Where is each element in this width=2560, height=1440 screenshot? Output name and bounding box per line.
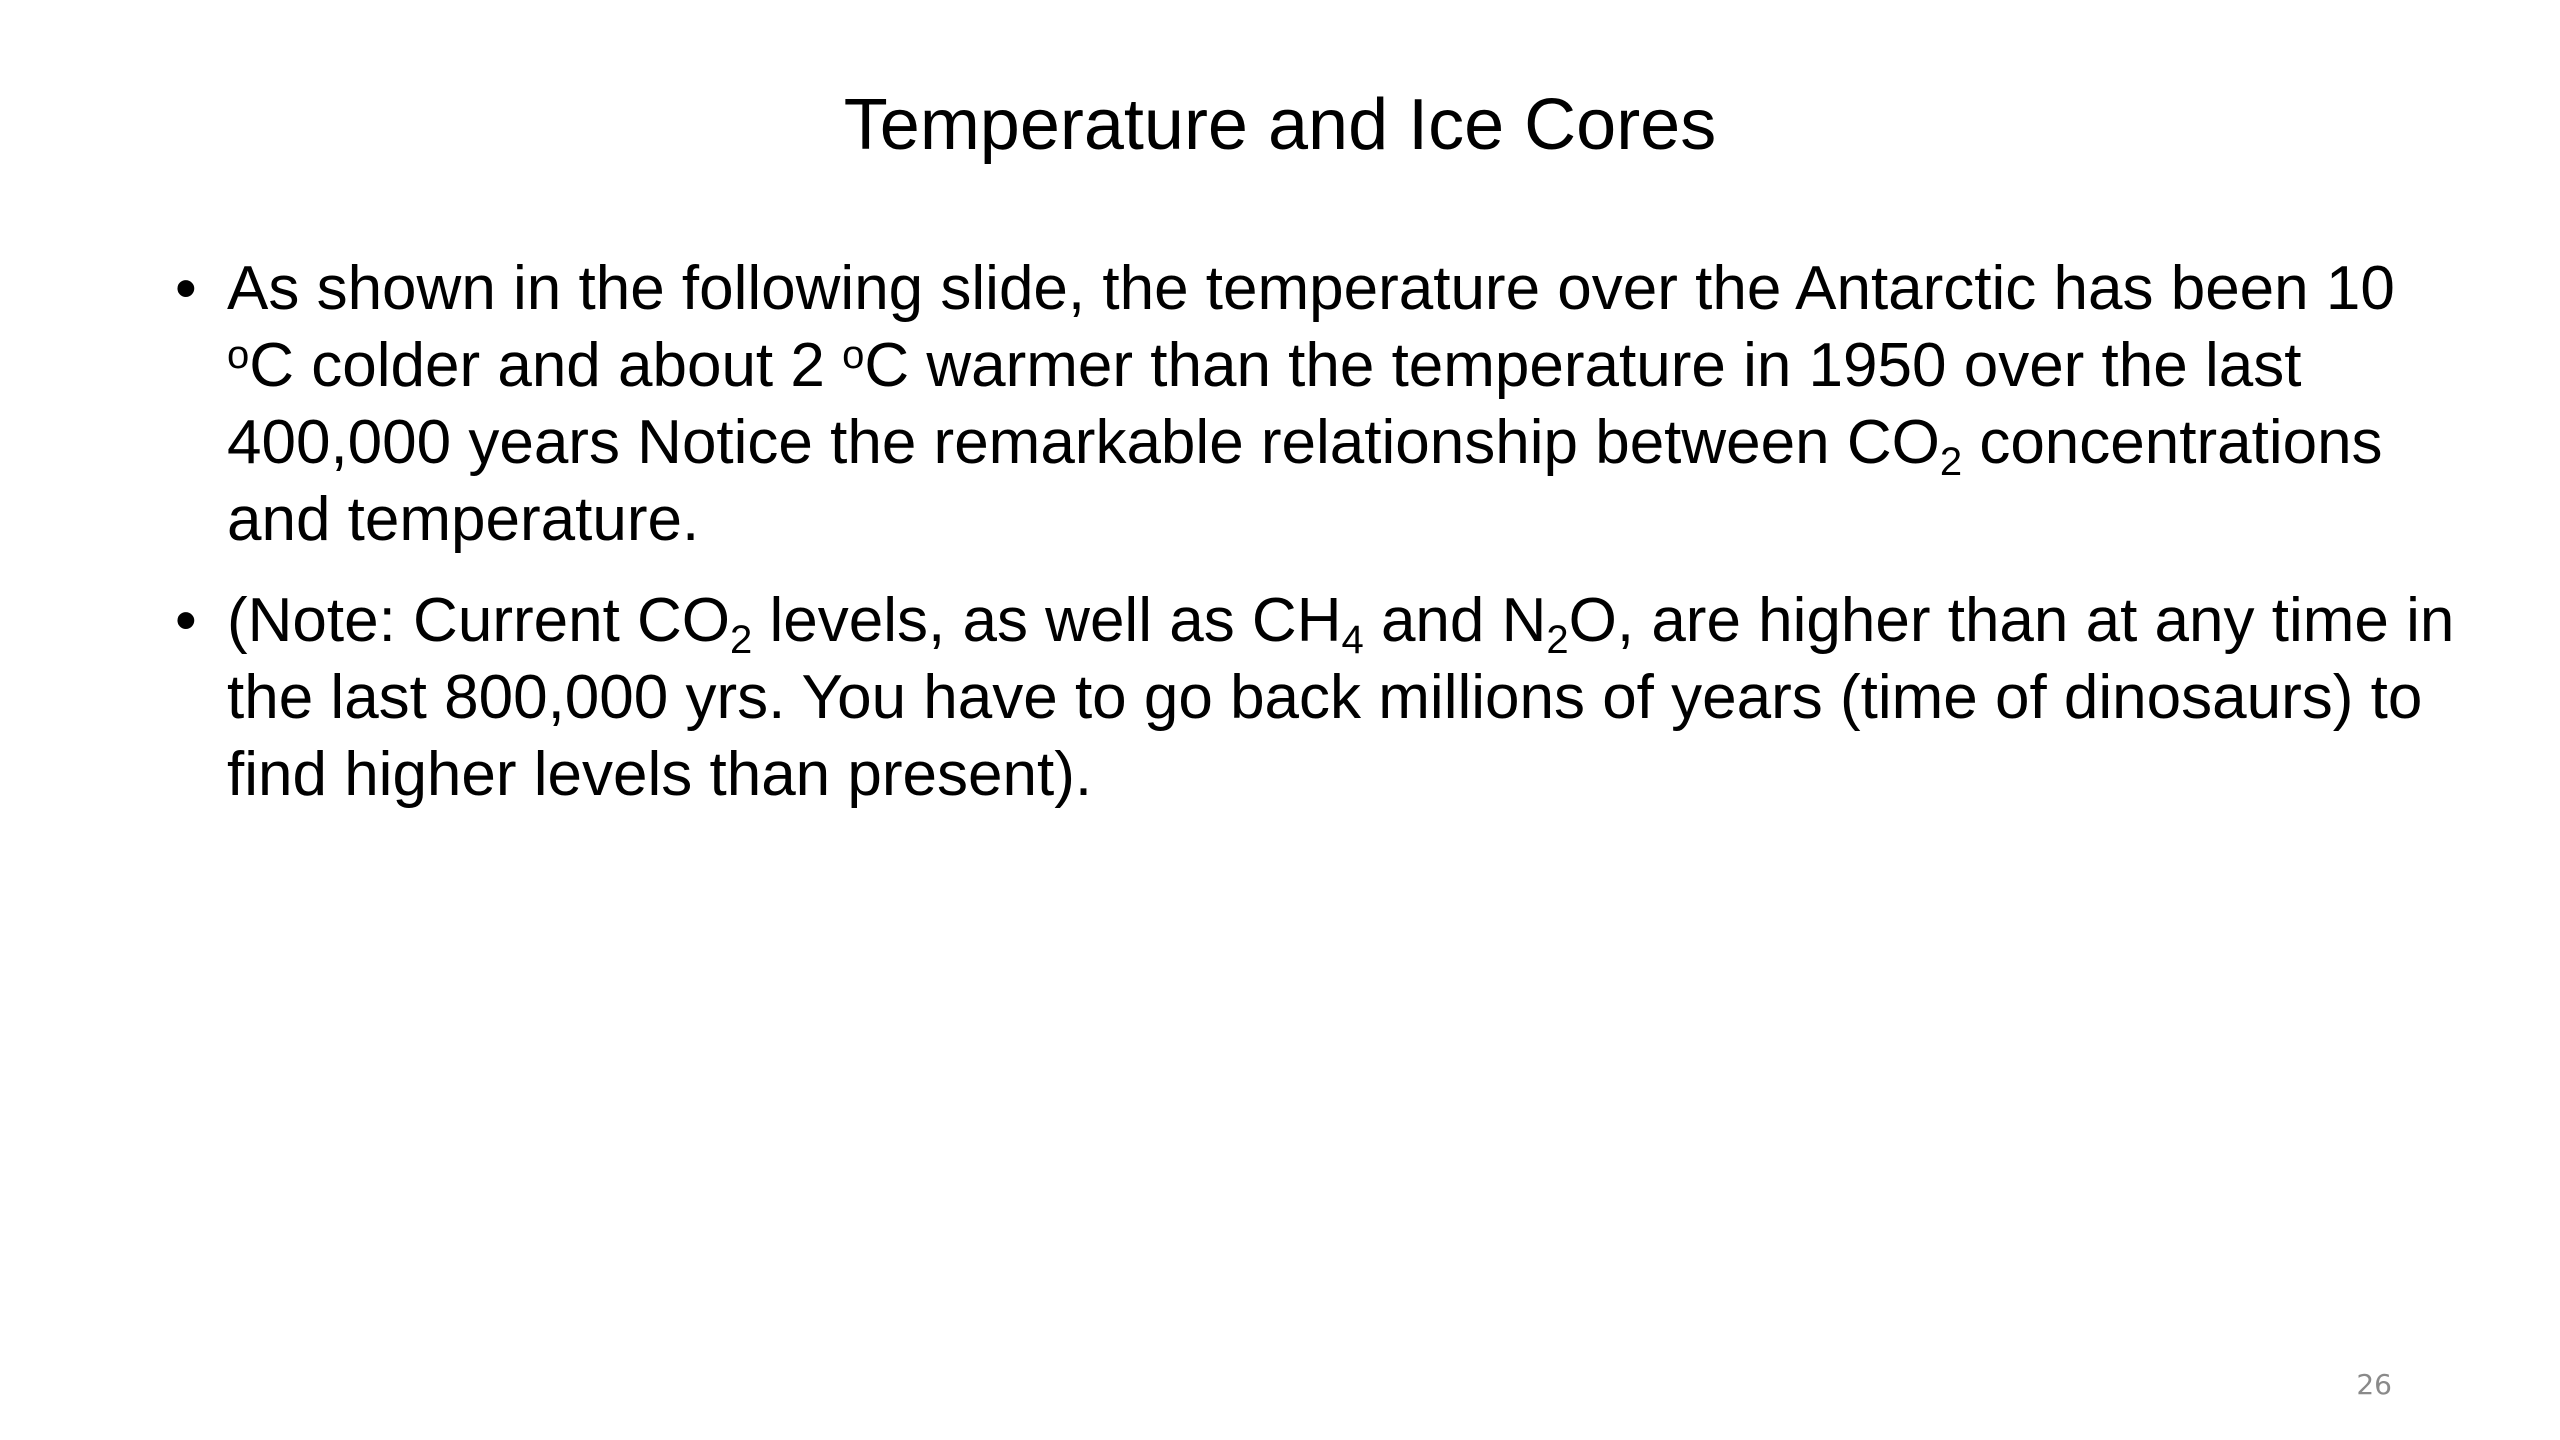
subscript: 2: [1546, 618, 1569, 662]
bullet-text-part: C warmer than the temperature in 1950 over the last 400,000 years Notice the remarkable relationship between CO: [227, 331, 2302, 477]
degree-superscript: o: [227, 333, 250, 377]
bullet-dot: •: [175, 586, 197, 655]
slide-title: Temperature and Ice Cores: [843, 85, 1717, 165]
bullet-text-part: levels, as well as CH: [752, 586, 1342, 655]
bullet-item-2: [175, 582, 2455, 813]
subscript: 2: [730, 618, 753, 662]
bullet-list: [175, 250, 2455, 837]
bullet-text-part: and N: [1363, 586, 1547, 655]
bullet-dot: •: [175, 254, 197, 323]
subscript: 2: [1939, 440, 1963, 484]
bullet-text-part: As shown in the following slide, the temperature over the Antarctic has been 10: [227, 254, 2395, 323]
bullet-text-part: C colder and about 2: [249, 331, 843, 400]
subscript: 4: [1341, 618, 1364, 662]
degree-superscript: o: [842, 333, 865, 377]
bullet-text-part: O, are higher than at any time in the last 800,000 yrs. You have to go back millions of years (time of dinosaurs) to find higher levels than present).: [227, 586, 2455, 809]
bullet-text-part: concentrations and temperature.: [227, 408, 2383, 554]
page-number: 26: [2356, 1368, 2392, 1401]
bullet-item-1: [175, 250, 2455, 558]
bullet-text-part: (Note: Current CO: [227, 586, 731, 655]
